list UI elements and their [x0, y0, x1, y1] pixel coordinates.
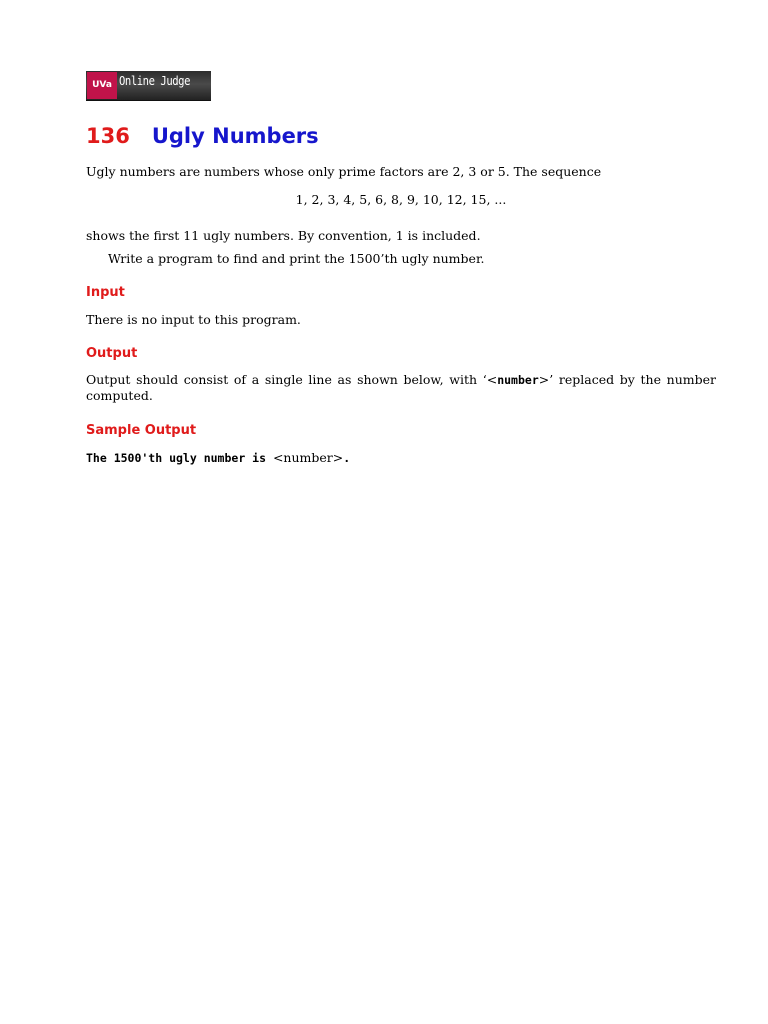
output-text-after: >’ replaced by the number computed.: [86, 372, 717, 403]
ugly-number-sequence: 1, 2, 3, 4, 5, 6, 8, 9, 10, 12, 15, ...: [295, 192, 507, 207]
sample-output-prefix: The 1500'th ugly number is: [86, 451, 273, 465]
problem-number: 136: [86, 124, 130, 148]
online-judge-logo: [86, 71, 211, 101]
uva-badge-text: UVa: [92, 80, 112, 90]
intro-paragraph: Ugly numbers are numbers whose only prime factors are 2, 3 or 5. The sequence: [86, 164, 602, 179]
sample-output-suffix: .: [343, 451, 351, 465]
input-text: There is no input to this program.: [86, 312, 301, 327]
output-text: [86, 372, 716, 404]
problem-title: [86, 124, 319, 148]
sample-output-block: [86, 450, 350, 466]
sample-output-heading: Sample Output: [86, 423, 197, 438]
output-heading: Output: [86, 346, 138, 361]
task-statement: Write a program to find and print the 1500’th ugly number.: [108, 251, 485, 266]
input-heading: Input: [86, 285, 125, 300]
logo-text: Online Judge: [119, 74, 191, 88]
intro-convention: shows the first 11 ugly numbers. By convention, 1 is included.: [86, 228, 481, 243]
output-text-before: Output should consist of a single line as shown below, with ‘<: [86, 372, 498, 387]
output-placeholder: number: [497, 373, 539, 387]
uva-badge: [87, 72, 117, 99]
sample-output-placeholder: <number>: [272, 450, 344, 465]
problem-name: Ugly Numbers: [151, 124, 319, 148]
